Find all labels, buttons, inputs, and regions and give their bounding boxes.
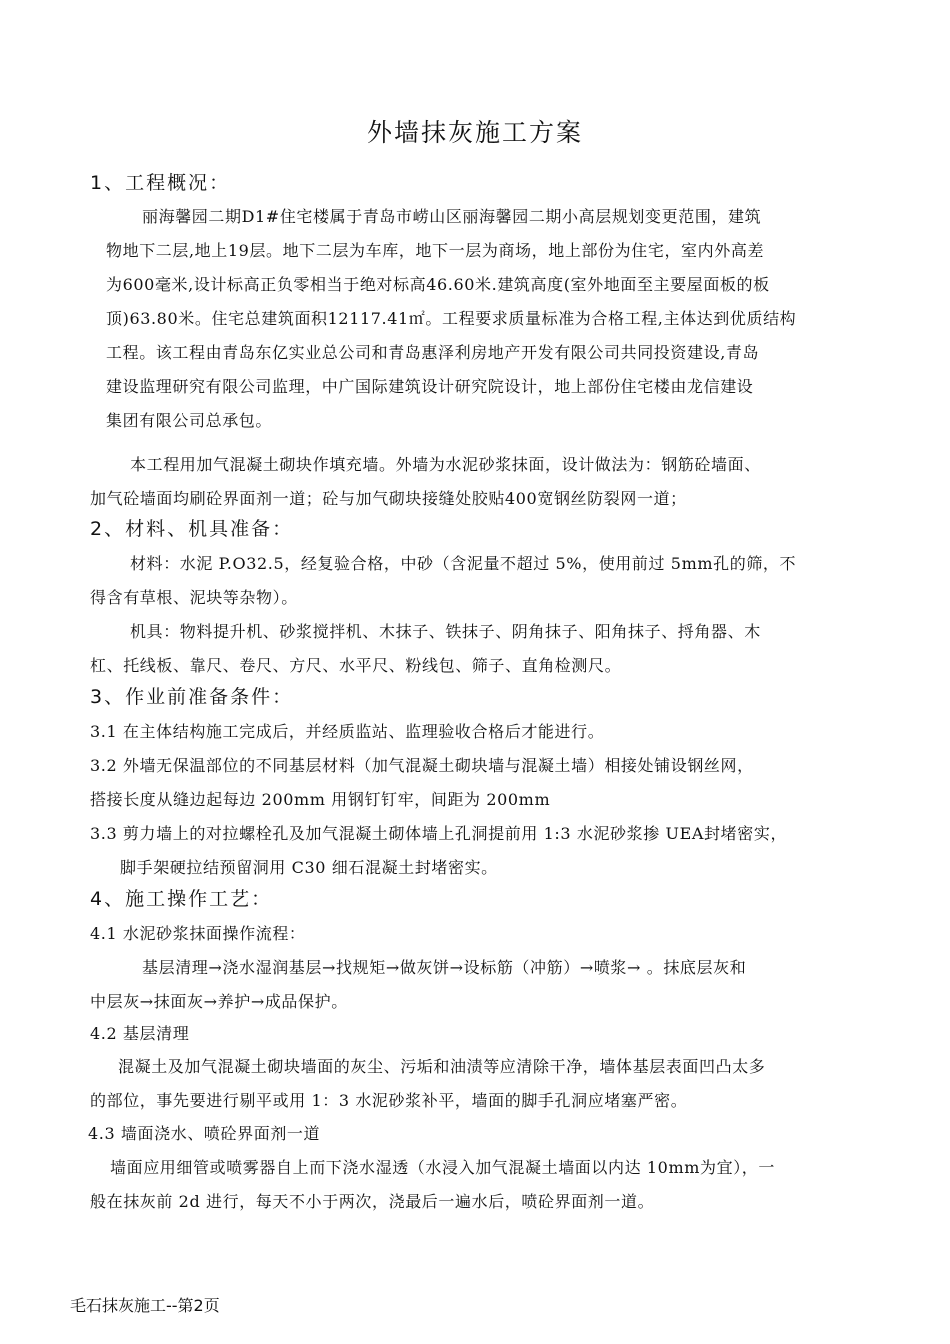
section-1-heading: 1、工程概况：	[90, 172, 231, 194]
text-line: 的部位，事先要进行剔平或用 1：3 水泥砂浆补平，墙面的脚手孔洞应堵塞严密。	[90, 1091, 688, 1110]
text-line: 混凝土及加气混凝土砌块墙面的灰尘、污垢和油渍等应清除干净，墙体基层表面凹凸太多	[118, 1057, 766, 1076]
text-line: 4.2 基层清理	[90, 1024, 190, 1043]
section-4-subheading-3	[88, 1117, 320, 1151]
section-2-materials	[90, 547, 796, 615]
section-4-subheading-2	[90, 1017, 189, 1051]
text-line: 物地下二层,地上19层。地下二层为车库，地下一层为商场，地上部份为住宅，室内外高差	[106, 241, 765, 260]
section-1-paragraph-2	[90, 448, 761, 516]
section-4-flow	[90, 951, 746, 1019]
section-2-tools	[90, 615, 761, 683]
section-3-item-2	[90, 749, 754, 817]
text-line: 得含有草根、泥块等杂物）。	[90, 588, 298, 607]
section-4-cleaning	[90, 1050, 765, 1118]
section-4-subheading-1	[90, 917, 306, 951]
text-line: 集团有限公司总承包。	[106, 411, 273, 430]
section-3-heading: 3、作业前准备条件：	[90, 686, 294, 708]
text-line: 杠、托线板、靠尺、卷尺、方尺、水平尺、粉线包、筛子、直角检测尺。	[90, 656, 622, 675]
page-title: 外墙抹灰施工方案	[366, 118, 583, 147]
text-line: 材料：水泥 P.O32.5，经复验合格，中砂（含泥量不超过 5%，使用前过 5mm孔的筛，不	[130, 554, 797, 573]
text-line: 般在抹灰前 2d 进行，每天不小于两次，浇最后一遍水后，喷砼界面剂一道。	[90, 1192, 655, 1211]
text-line: 建设监理研究有限公司监理，中广国际建筑设计研究院设计，地上部份住宅楼由龙信建设	[106, 377, 754, 396]
section-3-item-3	[90, 817, 787, 885]
section-3-item-1	[90, 715, 604, 749]
text-line: 脚手架硬拉结预留洞用 C30 细石混凝土封堵密实。	[120, 858, 498, 877]
section-4-heading: 4、施工操作工艺：	[90, 888, 273, 910]
section-1-paragraph-1	[106, 200, 796, 438]
text-line: 加气砼墙面均刷砼界面剂一道；砼与加气砌块接缝处胶贴400宽钢丝防裂网一道；	[90, 489, 687, 508]
section-4-watering	[90, 1151, 775, 1219]
page-footer: 毛石抹灰施工--第2页	[70, 1296, 220, 1315]
text-line: 为600毫米,设计标高正负零相当于绝对标高46.60米.建筑高度(室外地面至主要屋面板的板	[106, 275, 770, 294]
text-line: 顶)63.80米。住宅总建筑面积12117.41㎡。工程要求质量标准为合格工程,主体达到优质结构	[106, 309, 797, 328]
section-2-heading: 2、材料、机具准备：	[90, 518, 294, 540]
text-line: 4.1 水泥砂浆抹面操作流程：	[90, 924, 306, 943]
text-line: 3.3 剪力墙上的对拉螺栓孔及加气混凝土砌体墙上孔洞提前用 1:3 水泥砂浆掺 UEA封堵密实，	[90, 824, 788, 843]
text-line: 丽海馨园二期D1#住宅楼属于青岛市崂山区丽海馨园二期小高层规划变更范围，建筑	[142, 207, 762, 226]
text-line: 基层清理→浇水湿润基层→找规矩→做灰饼→设标筋（冲筋）→喷浆→ 。抹底层灰和	[142, 958, 747, 977]
text-line: 4.3 墙面浇水、喷砼界面剂一道	[88, 1124, 321, 1143]
text-line: 3.2 外墙无保温部位的不同基层材料（加气混凝土砌块墙与混凝土墙）相接处铺设钢丝网，	[90, 756, 754, 775]
text-line: 工程。该工程由青岛东亿实业总公司和青岛惠泽利房地产开发有限公司共同投资建设,青岛	[106, 343, 760, 362]
text-line: 中层灰→抹面灰→养护→成品保护。	[90, 992, 348, 1011]
text-line: 本工程用加气混凝土砌块作填充墙。外墙为水泥砂浆抹面，设计做法为：钢筋砼墙面、	[130, 455, 761, 474]
text-line: 3.1 在主体结构施工完成后，并经质监站、监理验收合格后才能进行。	[90, 722, 605, 741]
text-line: 搭接长度从缝边起每边 200mm 用钢钉钉牢，间距为 200mm	[90, 790, 551, 809]
text-line: 墙面应用细管或喷雾器自上而下浇水湿透（水浸入加气混凝土墙面以内达 10mm为宜），一	[110, 1158, 775, 1177]
text-line: 机具：物料提升机、砂浆搅拌机、木抹子、铁抹子、阴角抹子、阳角抹子、捋角器、木	[130, 622, 761, 641]
